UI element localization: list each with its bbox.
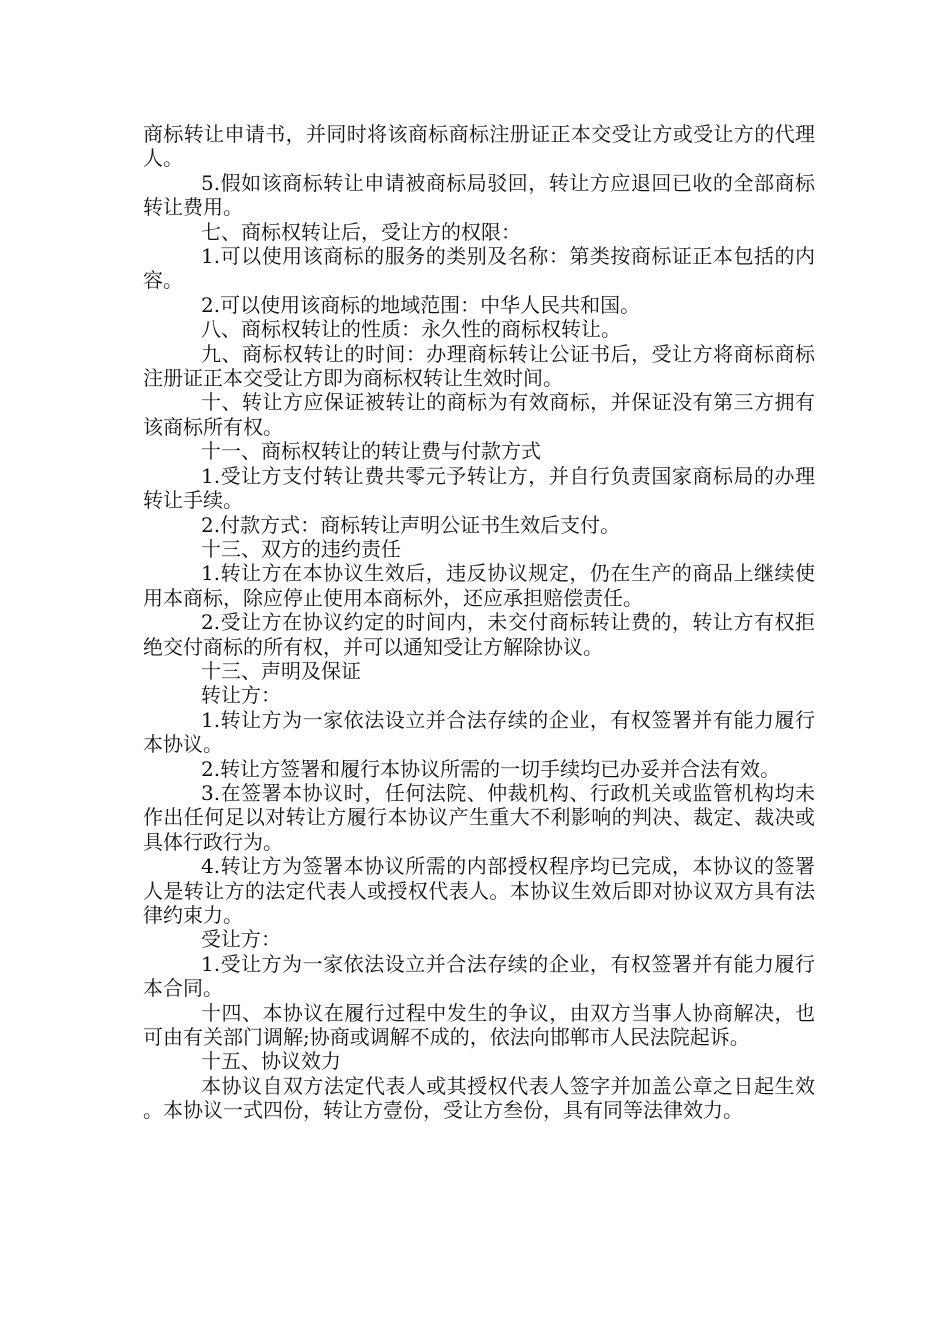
paragraph: 1.受让方支付转让费共零元予转让方，并自行负责国家商标局的办理转让手续。 — [143, 463, 815, 513]
paragraph: 2.受让方在协议约定的时间内，未交付商标转让费的，转让方有权拒绝交付商标的所有权，并可以通知受让方解除协议。 — [143, 610, 815, 659]
section-heading: 十、转让方应保证被转让的商标为有效商标，并保证没有第三方拥有该商标所有权。 — [143, 390, 815, 439]
section-heading: 十三、声明及保证 — [201, 658, 361, 683]
paragraph: 商标转让申请书，并同时将该商标商标注册证正本交受让方或受让方的代理人。 — [143, 122, 815, 171]
paragraph: 4.转让方为签署本协议所需的内部授权程序均已完成，本协议的签署人是转让方的法定代表人或授权代表人。本协议生效后即对协议双方具有法律约束力。 — [143, 854, 815, 927]
section-heading: 十一、商标权转让的转让费与付款方式 — [201, 439, 541, 464]
section-heading: 八、商标权转让的性质：永久性的商标权转让。 — [201, 317, 621, 342]
paragraph: 1.转让方为一家依法设立并合法存续的企业，有权签署并有能力履行本协议。 — [143, 707, 815, 757]
party-label: 受让方： — [201, 927, 281, 952]
paragraph: 2.付款方式：商标转让声明公证书生效后支付。 — [201, 512, 621, 537]
section-heading: 九、商标权转让的时间：办理商标转让公证书后，受让方将商标商标注册证正本交受让方即为商标权转让生效时间。 — [143, 341, 815, 391]
paragraph: 5.假如该商标转让申请被商标局驳回，转让方应退回已收的全部商标转让费用。 — [143, 170, 815, 220]
paragraph: 2.转让方签署和履行本协议所需的一切手续均已办妥并合法有效。 — [201, 756, 781, 781]
paragraph: 1.可以使用该商标的服务的类别及名称：第类按商标证正本包括的内容。 — [143, 244, 815, 293]
paragraph: 1.转让方在本协议生效后，违反协议规定，仍在生产的商品上继续使用本商标，除应停止使用本商标外，还应承担赔偿责任。 — [143, 561, 815, 610]
paragraph: 2.可以使用该商标的地域范围：中华人民共和国。 — [201, 292, 641, 317]
section-heading: 十四、本协议在履行过程中发生的争议，由双方当事人协商解决，也可由有关部门调解;协商或调解不成的，依法向邯郸市人民法院起诉。 — [143, 1000, 815, 1050]
paragraph: 本协议自双方法定代表人或其授权代表人签字并加盖公章之日起生效。本协议一式四份，转让方壹份，受让方叁份，具有同等法律效力。 — [143, 1073, 815, 1123]
paragraph: 3.在签署本协议时，任何法院、仲裁机构、行政机关或监管机构均未作出任何足以对转让方履行本协议产生重大不利影响的判决、裁定、裁决或具体行政行为。 — [143, 780, 815, 854]
document-body — [143, 122, 815, 1123]
paragraph: 1.受让方为一家依法设立并合法存续的企业，有权签署并有能力履行本合同。 — [143, 951, 815, 1001]
section-heading: 十三、双方的违约责任 — [201, 536, 401, 561]
section-heading: 七、商标权转让后，受让方的权限： — [201, 219, 521, 244]
party-label: 转让方： — [201, 683, 281, 708]
section-heading: 十五、协议效力 — [201, 1049, 341, 1074]
